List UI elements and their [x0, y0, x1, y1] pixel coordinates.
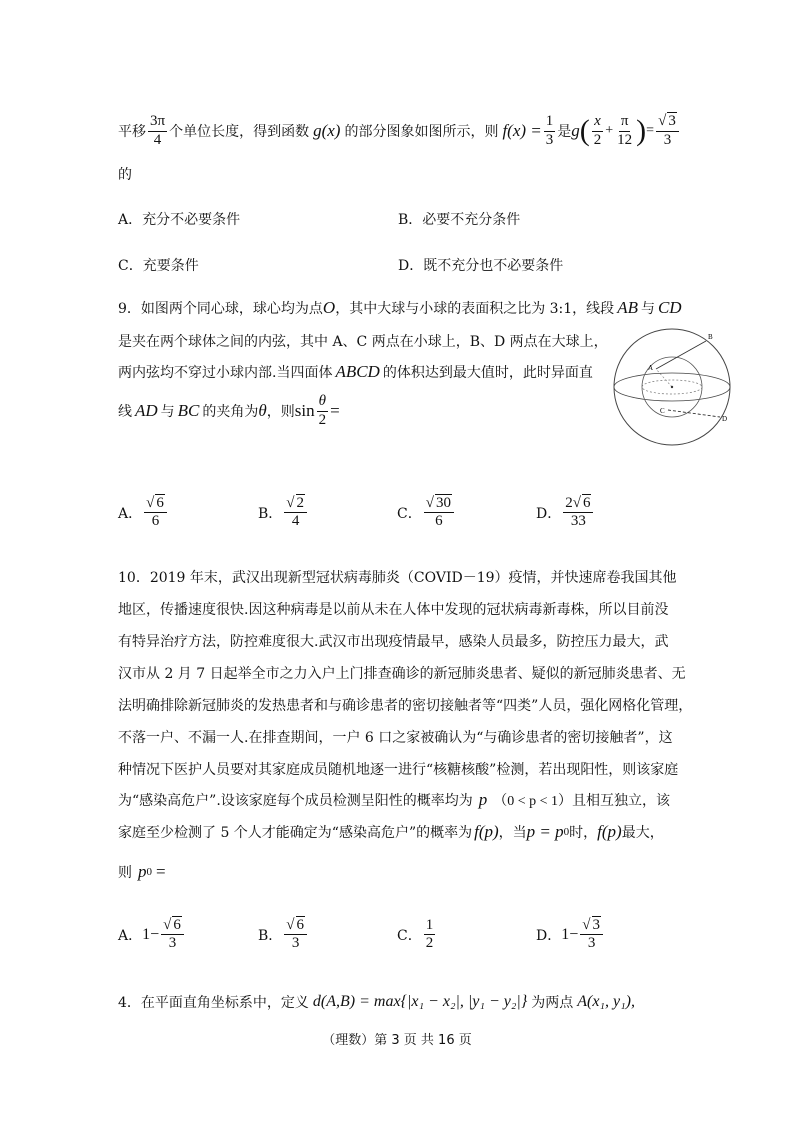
q10-option-c — [397, 917, 437, 953]
q8-line1 — [118, 108, 681, 154]
q10-line2: 地区，传播速度很快.因这种病毒是以前从未在人体中发现的冠状病毒新毒株，所以目前没 — [118, 602, 669, 618]
q10-p0-eq: = — [156, 862, 166, 881]
q10-opt-b-label: B． — [258, 927, 283, 944]
q10-option-a — [118, 917, 186, 953]
q9-line3 — [118, 362, 593, 382]
q10-line6: 不落一户、不漏一人.在排查期间，一户 6 口之家被确认为“与确诊患者的密切接触者”，这 — [118, 730, 673, 746]
q9-half-theta-den: 2 — [318, 411, 327, 428]
q4-l1a: 4．在平面直角坐标系中，定义 — [118, 995, 309, 1011]
q9-opt-d-den: 33 — [570, 513, 586, 530]
q8-one-third — [544, 113, 556, 149]
center-radius — [656, 369, 672, 387]
q8-plus: + — [605, 123, 614, 138]
q8-shift-fraction — [148, 113, 167, 149]
q9-option-d — [536, 495, 595, 531]
q10-opt-d-radicand: 3 — [592, 917, 600, 933]
q8-shift-den: 4 — [153, 131, 162, 148]
q8-line2: 的 — [118, 167, 132, 183]
q10-opt-b-den: 3 — [291, 935, 300, 952]
q9-l3a: 两内弦均不穿过小球内部.当四面体 — [118, 365, 333, 381]
q9-line-ad: AD — [135, 401, 158, 420]
q10-l9b: ，当 — [498, 825, 527, 841]
q10-opt-a-frac — [161, 917, 184, 953]
q10-l9d: 最大， — [621, 825, 664, 841]
q10-opt-c-den: 2 — [425, 935, 434, 952]
q9-opt-a-frac — [144, 495, 167, 531]
q10-fp: f(p) — [474, 822, 499, 841]
q9-opt-b-den: 4 — [291, 513, 300, 530]
segment-cd — [668, 410, 720, 417]
q8-eq: = — [646, 123, 655, 138]
q9-l4d: ，则 — [266, 404, 295, 420]
q10-opt-b-num: √ 6 — [284, 917, 307, 935]
q9-opt-c-num: √ 30 — [424, 495, 454, 513]
q9-opt-b-label: B． — [258, 505, 283, 522]
q10-p0: p — [138, 862, 147, 881]
q9-opt-d-frac — [563, 495, 593, 531]
q10-opt-d-one: 1− — [561, 925, 579, 943]
q9-opt-c-radicand: 30 — [435, 495, 451, 511]
q9-sin: sin — [294, 401, 315, 420]
q10-line4: 汉市从 2 月 7 日起举全市之力入户上门排查确诊的新冠肺炎患者、疑似的新冠肺炎患者、无 — [118, 666, 686, 682]
q9-opt-d-radicand: 6 — [582, 495, 591, 511]
q9-line4 — [118, 385, 340, 437]
q10-range: （0 < p < 1） — [493, 794, 573, 809]
q10-opt-c-frac — [424, 917, 436, 953]
q9-l1b: ，其中大球与小球的表面积之比为 3:1，线段 — [335, 301, 615, 317]
q10-peq: p = p — [526, 822, 564, 841]
q10-p: p — [478, 790, 488, 809]
q9-tetra-abcd: ABCD — [335, 362, 380, 381]
q9-l4b: 与 — [160, 404, 175, 420]
q8-option-d: D．既不充分也不必要条件 — [398, 258, 564, 274]
q9-opt-b-num: √ 2 — [284, 495, 307, 513]
q10-opt-d-label: D． — [536, 927, 562, 944]
q9-and: 与 — [640, 301, 655, 317]
q9-opt-a-radicand: 6 — [156, 495, 164, 511]
q10-opt-d-num: √ 3 — [580, 917, 603, 935]
segment-ab — [656, 341, 706, 369]
q10-l10: 则 — [118, 865, 132, 881]
q9-opt-a-num: √ 6 — [144, 495, 167, 513]
q9-opt-b-frac — [284, 495, 307, 531]
q9-opt-a-den: 6 — [151, 513, 160, 530]
q8-root3-radicand: 3 — [668, 113, 676, 130]
q10-opt-a-den: 3 — [168, 935, 177, 952]
q9-segment-ab: AB — [617, 298, 638, 317]
q9-l3b: 的体积达到最大值时，此时异面直 — [382, 365, 593, 381]
q10-l9c: 时， — [569, 825, 598, 841]
q9-half-theta — [317, 393, 329, 429]
q8-one-third-num: 1 — [544, 113, 556, 131]
q10-option-d — [536, 917, 605, 953]
q9-opt-d-coef: 2 — [565, 495, 573, 511]
page-footer: （理数）第 3 页 共 16 页 — [322, 1033, 472, 1048]
q10-opt-a-one: 1− — [142, 925, 160, 943]
q9-opt-d-num: 2√ 6 — [563, 495, 593, 513]
q9-point-o: O — [322, 298, 336, 317]
q9-line2: 是夹在两个球体之间的内弦，其中 A、C 两点在小球上，B、D 两点在大球上， — [118, 334, 608, 350]
q10-line7: 种情况下医护人员要对其家庭成员随机地逐一进行“核糖核酸”检测，若出现阳性，则该家庭 — [118, 762, 679, 778]
q8-root3-den: 3 — [663, 131, 672, 148]
q9-opt-c-label: C． — [397, 505, 422, 522]
q8-pi-twelfth-den: 12 — [617, 131, 633, 148]
q8-x-half-num: x — [592, 113, 603, 131]
q10-opt-d-frac — [580, 917, 603, 953]
q10-peq-sub: 0 — [563, 826, 570, 838]
q4-line1 — [118, 992, 635, 1012]
q4-l1b: 为两点 — [531, 995, 574, 1011]
q9-opt-c-frac — [424, 495, 454, 531]
q9-equals: = — [330, 401, 340, 420]
q8-x-half — [592, 113, 604, 149]
fig-label-c: C — [660, 407, 665, 415]
fig-label-b: B — [708, 333, 713, 341]
q8-text-b: 个单位长度，得到函数 — [169, 124, 310, 140]
q10-option-b — [258, 917, 309, 953]
q9-option-c — [397, 495, 456, 531]
q8-is: 是 — [557, 124, 572, 140]
q8-option-c: C．充要条件 — [118, 258, 199, 274]
q8-g: g — [571, 121, 580, 140]
q9-option-a — [118, 495, 169, 531]
q10-opt-a-radicand: 6 — [173, 917, 181, 933]
q10-line3: 有特异治疗方法，防控难度很大.武汉市出现疫情最早，感染人员最多，防控压力最大，武 — [118, 634, 669, 650]
q9-theta: θ — [258, 401, 267, 420]
q10-line10 — [118, 862, 166, 882]
q9-opt-a-label: A． — [118, 505, 143, 522]
q8-fx-eq: f(x) = — [502, 121, 542, 140]
q8-shift-num: 3π — [148, 113, 167, 131]
q10-opt-c-label: C． — [397, 927, 422, 944]
q9-opt-d-label: D． — [536, 505, 562, 522]
q9-segment-cd: CD — [657, 298, 682, 317]
q8-x-half-den: 2 — [593, 131, 602, 148]
q9-half-theta-num: θ — [317, 393, 328, 411]
q10-opt-b-radicand: 6 — [296, 917, 305, 933]
q9-l4c: 的夹角为 — [202, 404, 259, 420]
center-o — [671, 386, 673, 388]
q10-opt-a-label: A． — [118, 927, 143, 944]
q9-opt-c-den: 6 — [435, 513, 443, 530]
q10-l8a: 为“感染高危户”.设该家庭每个成员检测呈阳性的概率均为 — [118, 793, 473, 809]
q8-option-b: B．必要不充分条件 — [398, 212, 521, 228]
q10-opt-b-frac — [284, 917, 307, 953]
q8-text-c: 的部分图象如图所示，则 — [344, 124, 499, 140]
q4-point-a: A(x₁, y₁), — [577, 993, 635, 1010]
q4-definition: d(A,B) = max{|x₁ − x₂|, |y₁ − y₂|} — [312, 993, 528, 1010]
q10-l8b: 且相互独立，该 — [572, 793, 671, 809]
q10-l9a: 家庭至少检测了 5 个人才能确定为“感染高危户”的概率为 — [118, 825, 473, 841]
q8-root3-over-3 — [656, 113, 679, 149]
q10-p0-sub: 0 — [146, 866, 152, 878]
q8-pi-twelfth — [615, 113, 634, 149]
q9-sphere-figure — [610, 325, 735, 450]
q10-opt-a-num: √ 6 — [161, 917, 184, 935]
q9-l1: 9．如图两个同心球，球心均为点 — [118, 301, 323, 317]
q10-fp2: f(p) — [597, 822, 622, 841]
q8-one-third-den: 3 — [545, 131, 554, 148]
fig-label-a: A — [648, 364, 654, 372]
q10-opt-c-num: 1 — [424, 917, 436, 935]
q10-line1: 10．2019 年末，武汉出现新型冠状病毒肺炎（COVID－19）疫情，并快速席卷我国其他 — [118, 570, 677, 586]
q8-lparen: ( — [579, 114, 590, 147]
q8-text-a: 平移 — [118, 124, 146, 140]
q8-gx: g(x) — [313, 121, 341, 140]
q10-opt-d-den: 3 — [587, 935, 596, 952]
fig-label-d: D — [722, 415, 728, 423]
q9-line1 — [118, 298, 682, 318]
q9-opt-b-radicand: 2 — [296, 495, 305, 511]
q10-line9 — [118, 822, 664, 842]
q8-root3-num: √ 3 — [656, 113, 679, 131]
q8-rparen: ) — [636, 114, 647, 147]
q10-line5: 法明确排除新冠肺炎的发热患者和与确诊患者的密切接触者等“四类”人员，强化网格化管理， — [118, 698, 693, 714]
q8-pi-twelfth-num: π — [619, 113, 631, 131]
q9-l4a: 线 — [118, 404, 132, 420]
q9-line-bc: BC — [177, 401, 200, 420]
q9-option-b — [258, 495, 309, 531]
q10-line8 — [118, 790, 670, 810]
q8-option-a: A．充分不必要条件 — [118, 212, 241, 228]
